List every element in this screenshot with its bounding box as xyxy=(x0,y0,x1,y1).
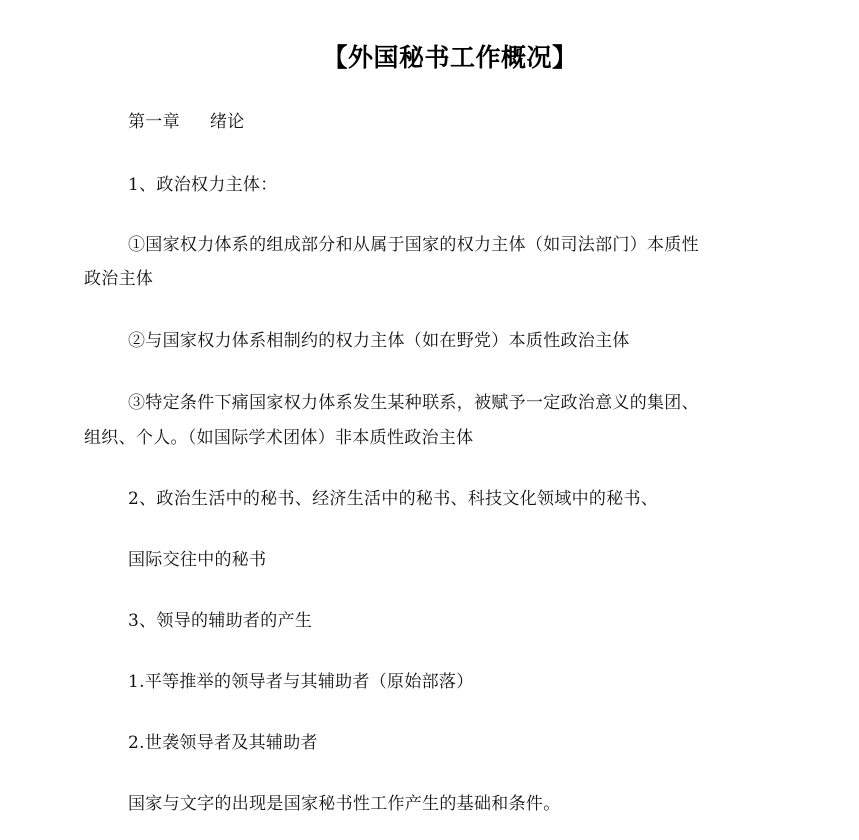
paragraph-item-2: ②与国家权力体系相制约的权力主体（如在野党）本质性政治主体 xyxy=(128,331,630,351)
paragraph-assistant-origin-1: 1.平等推举的领导者与其辅助者（原始部落） xyxy=(128,672,474,692)
paragraph-conclusion: 国家与文字的出现是国家秘书性工作产生的基础和条件。 xyxy=(128,794,561,814)
paragraph-political-subject-heading: 1、政治权力主体： xyxy=(128,175,278,195)
chapter-heading xyxy=(128,111,245,133)
paragraph-item-1-line-1: ①国家权力体系的组成部分和从属于国家的权力主体（如司法部门）本质性 xyxy=(128,235,699,255)
paragraph-assistant-origin-heading: 3、领导的辅助者的产生 xyxy=(128,611,313,631)
chapter-name: 绪论 xyxy=(209,112,245,132)
paragraph-item-3-line-1: ③特定条件下痛国家权力体系发生某种联系，被赋予一定政治意义的集团、 xyxy=(128,393,699,413)
paragraph-secretaries-line-2: 国际交往中的秘书 xyxy=(128,550,267,570)
paragraph-item-3-line-2: 组织、个人。（如国际学术团体）非本质性政治主体 xyxy=(84,428,474,448)
paragraph-item-1-line-2: 政治主体 xyxy=(84,269,154,289)
paragraph-assistant-origin-2: 2.世袭领导者及其辅助者 xyxy=(128,733,318,753)
document-title: 【外国秘书工作概况】 xyxy=(322,43,578,72)
paragraph-secretaries-line-1: 2、政治生活中的秘书、经济生活中的秘书、科技文化领域中的秘书、 xyxy=(128,489,659,509)
chapter-number: 第一章 xyxy=(128,112,180,132)
